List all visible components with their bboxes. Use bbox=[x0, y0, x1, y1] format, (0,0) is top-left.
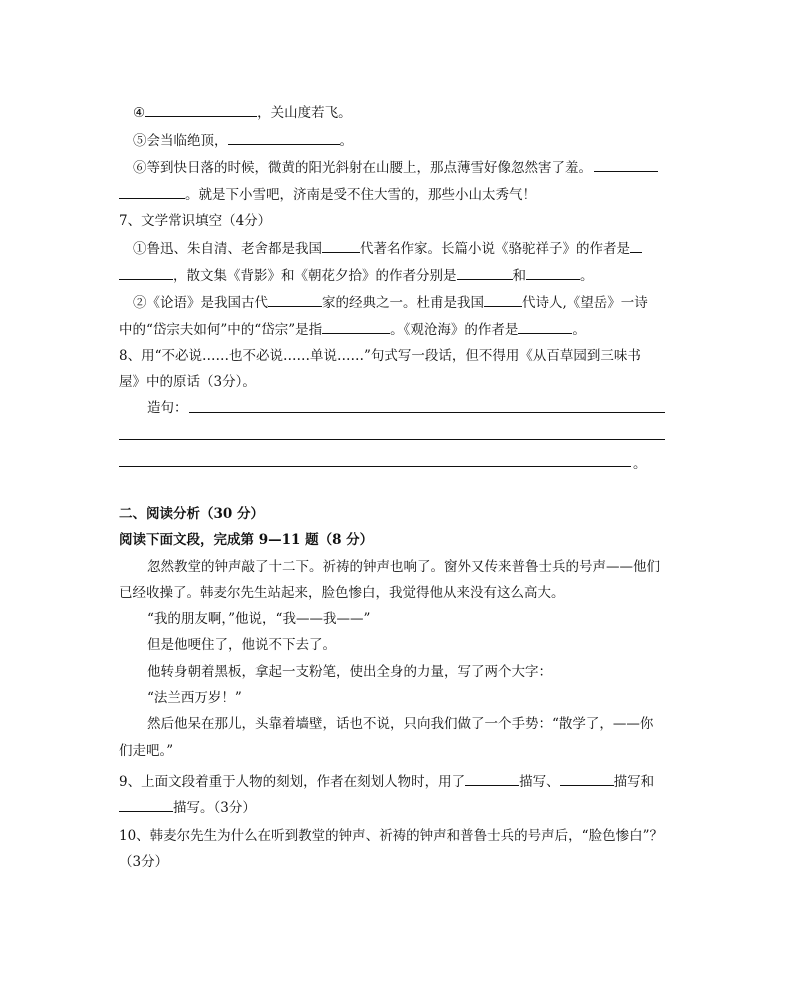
q7-text: 。 bbox=[572, 322, 586, 338]
answer-blank[interactable] bbox=[594, 157, 658, 172]
answer-blank[interactable] bbox=[228, 130, 340, 145]
q9-line-1 bbox=[119, 771, 654, 791]
q7-text: 。《观沧海》的作者是 bbox=[390, 322, 519, 338]
answer-blank[interactable] bbox=[457, 265, 513, 280]
passage-p1-line1: 忽然教堂的钟声敲了十二下。祈祷的钟声也响了。窗外又传来普鲁士兵的号声——他们 bbox=[147, 559, 660, 575]
q8-answer-line-3[interactable] bbox=[119, 466, 631, 467]
answer-blank[interactable] bbox=[119, 184, 185, 199]
q10-line-2: （3分） bbox=[119, 854, 169, 870]
q7-text: ，散文集《背影》和《朝花夕拾》的作者分别是 bbox=[173, 268, 457, 284]
passage-p6-line2: 们走吧。” bbox=[119, 743, 174, 759]
q7-line-4 bbox=[119, 319, 586, 339]
q7-line-3 bbox=[133, 292, 648, 312]
q8-end-mark: 。 bbox=[633, 456, 647, 472]
answer-blank[interactable] bbox=[560, 771, 614, 786]
q6-item-4 bbox=[133, 102, 352, 122]
q8-line-1: 8、用“不必说……也不必说……单说……”句式写一段话，但不得用《从百草园到三味书 bbox=[119, 348, 641, 364]
item-text: 。就是下小雪吧，济南是受不住大雪的，那些小山太秀气！ bbox=[185, 187, 536, 203]
q6-item-6-line1 bbox=[133, 157, 658, 177]
passage-p3: 但是他哽住了，他说不下去了。 bbox=[147, 637, 336, 653]
q7-text: ①鲁迅、朱自清、老舍都是我国 bbox=[133, 241, 322, 257]
q7-line-1 bbox=[133, 238, 642, 258]
answer-blank[interactable] bbox=[526, 265, 580, 280]
q7-text: 。 bbox=[580, 268, 594, 284]
section-2-title: 二、阅读分析（30 分） bbox=[119, 506, 264, 522]
q9-line-2 bbox=[119, 797, 256, 817]
q6-item-5 bbox=[133, 130, 353, 150]
section-2-subtitle: 阅读下面文段，完成第 9—11 题（8 分） bbox=[119, 532, 374, 548]
q9-text: 描写和 bbox=[613, 774, 655, 790]
q8-label: 造句： bbox=[147, 400, 188, 416]
answer-blank[interactable] bbox=[119, 797, 173, 812]
q7-text: 家的经典之一。杜甫是我国 bbox=[322, 295, 484, 311]
item-text: ，关山度若飞。 bbox=[257, 105, 352, 121]
q10-line-1: 10、韩麦尔先生为什么在听到教堂的钟声、祈祷的钟声和普鲁士兵的号声后，“脸色惨白”？ bbox=[119, 828, 663, 844]
q8-answer-line-2[interactable] bbox=[119, 439, 665, 440]
q6-item-6-line2 bbox=[119, 184, 536, 204]
answer-blank[interactable] bbox=[322, 238, 360, 253]
answer-blank[interactable] bbox=[518, 319, 572, 334]
q9-text: 描写、 bbox=[519, 774, 560, 790]
q7-text: ②《论语》是我国古代 bbox=[133, 295, 268, 311]
item-marker: ⑥ bbox=[133, 160, 147, 176]
answer-blank[interactable] bbox=[145, 102, 257, 117]
passage-p5: “法兰西万岁！” bbox=[147, 690, 242, 706]
answer-blank[interactable] bbox=[484, 292, 522, 307]
item-marker: ⑤ bbox=[133, 133, 147, 149]
q8-line-2: 屋》中的原话（3分）。 bbox=[119, 374, 256, 390]
passage-p6-line1: 然后他呆在那儿，头靠着墙壁，话也不说，只向我们做了一个手势：“散学了，——你 bbox=[147, 716, 654, 732]
passage-p1-line2: 已经收操了。韩麦尔先生站起来，脸色惨白，我觉得他从来没有这么高大。 bbox=[119, 585, 565, 601]
q7-line-2 bbox=[119, 265, 594, 285]
answer-blank[interactable] bbox=[465, 771, 519, 786]
passage-p2: “我的朋友啊，”他说，“我——我——” bbox=[147, 611, 371, 627]
q7-text: 和 bbox=[512, 268, 526, 284]
q8-answer-line-1[interactable] bbox=[189, 412, 665, 413]
q9-text: 描写。（3分） bbox=[173, 800, 256, 816]
answer-blank[interactable] bbox=[630, 238, 642, 253]
item-text: 会当临绝顶， bbox=[146, 133, 228, 149]
q7-title: 7、文学常识填空（4分） bbox=[119, 213, 272, 229]
q7-text: 代著名作家。长篇小说《骆驼祥子》的作者是 bbox=[360, 241, 630, 257]
item-text: 。 bbox=[339, 133, 353, 149]
passage-p4: 他转身朝着黑板，拿起一支粉笔，使出全身的力量，写了两个大字： bbox=[147, 664, 552, 680]
q7-text: 中的“岱宗夫如何”中的“岱宗”是指 bbox=[119, 322, 323, 338]
q7-text: 代诗人,《望岳》一诗 bbox=[522, 295, 648, 311]
item-text: 等到快日落的时候，微黄的阳光斜射在山腰上，那点薄雪好像忽然害了羞。 bbox=[146, 160, 592, 176]
answer-blank[interactable] bbox=[119, 265, 173, 280]
item-marker: ④ bbox=[133, 105, 146, 121]
answer-blank[interactable] bbox=[268, 292, 322, 307]
answer-blank[interactable] bbox=[322, 319, 390, 334]
q9-text: 9、上面文段着重于人物的刻划，作者在刻划人物时，用了 bbox=[119, 774, 466, 790]
